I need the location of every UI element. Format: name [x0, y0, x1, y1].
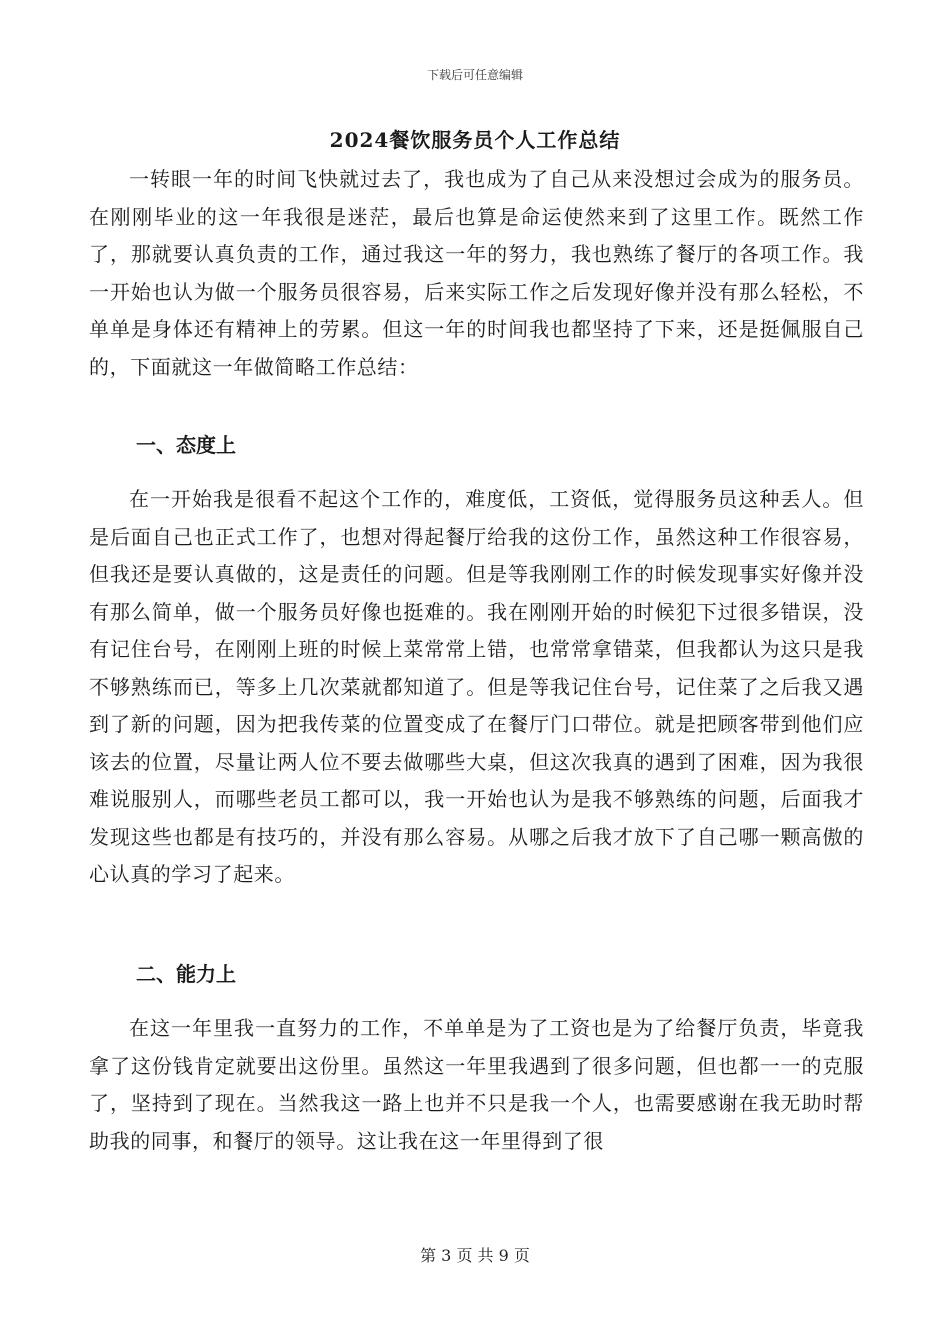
document-title: 2024餐饮服务员个人工作总结 [329, 128, 621, 152]
section-attitude-paragraph: 在一开始我是很看不起这个工作的，难度低，工资低，觉得服务员这种丢人。但是后面自己也正式工作了，也想对得起餐厅给我的这份工作，虽然这种工作很容易，但我还是要认真做的，这是责任的问题。但是等我刚刚工作的时候发现事实好像并没有那么简单，做一个服务员好像也挺难的。我在刚刚开始的时候犯下过很多错误，没有记住台号，在刚刚上班的时候上菜常常上错，也常常拿错菜，但我都认为这只是我不够熟练而已，等多上几次菜就都知道了。但是等我记住台号，记住菜了之后我又遇到了新的问题，因为把我传菜的位置变成了在餐厅门口带位。就是把顾客带到他们应该去的位置，尽量让两人位不要去做哪些大桌，但这次我真的遇到了困难，因为我很难说服别人，而哪些老员工都可以，我一开始也认为是我不够熟练的问题，后面我才发现这些也都是有技巧的，并没有那么容易。从哪之后我才放下了自己哪一颗高傲的心认真的学习了起来。 [89, 487, 864, 886]
section-heading-attitude: 一、态度上 [136, 433, 236, 457]
section-attitude-block [89, 481, 864, 894]
section-ability-block [89, 1010, 864, 1160]
intro-paragraph-block [89, 161, 864, 386]
header-note: 下载后可任意编辑 [426, 68, 523, 82]
section-ability-paragraph: 在这一年里我一直努力的工作，不单单是为了工资也是为了给餐厅负责，毕竟我拿了这份钱肯定就要出这份里。虽然这一年里我遇到了很多问题，但也都一一的克服了，坚持到了现在。当然我这一路上也并不只是我一个人，也需要感谢在我无助时帮助我的同事，和餐厅的领导。这让我在这一年里得到了很 [89, 1016, 864, 1153]
page-footer: 第 3 页 共 9 页 [420, 1246, 530, 1265]
section-heading-ability: 二、能力上 [136, 962, 236, 986]
intro-paragraph: 一转眼一年的时间飞快就过去了，我也成为了自己从来没想过会成为的服务员。在刚刚毕业的这一年我很是迷茫，最后也算是命运使然来到了这里工作。既然工作了，那就要认真负责的工作，通过我这一年的努力，我也熟练了餐厅的各项工作。我一开始也认为做一个服务员很容易，后来实际工作之后发现好像并没有那么轻松，不单单是身体还有精神上的劳累。但这一年的时间我也都坚持了下来，还是挺佩服自己的，下面就这一年做简略工作总结： [89, 167, 864, 379]
